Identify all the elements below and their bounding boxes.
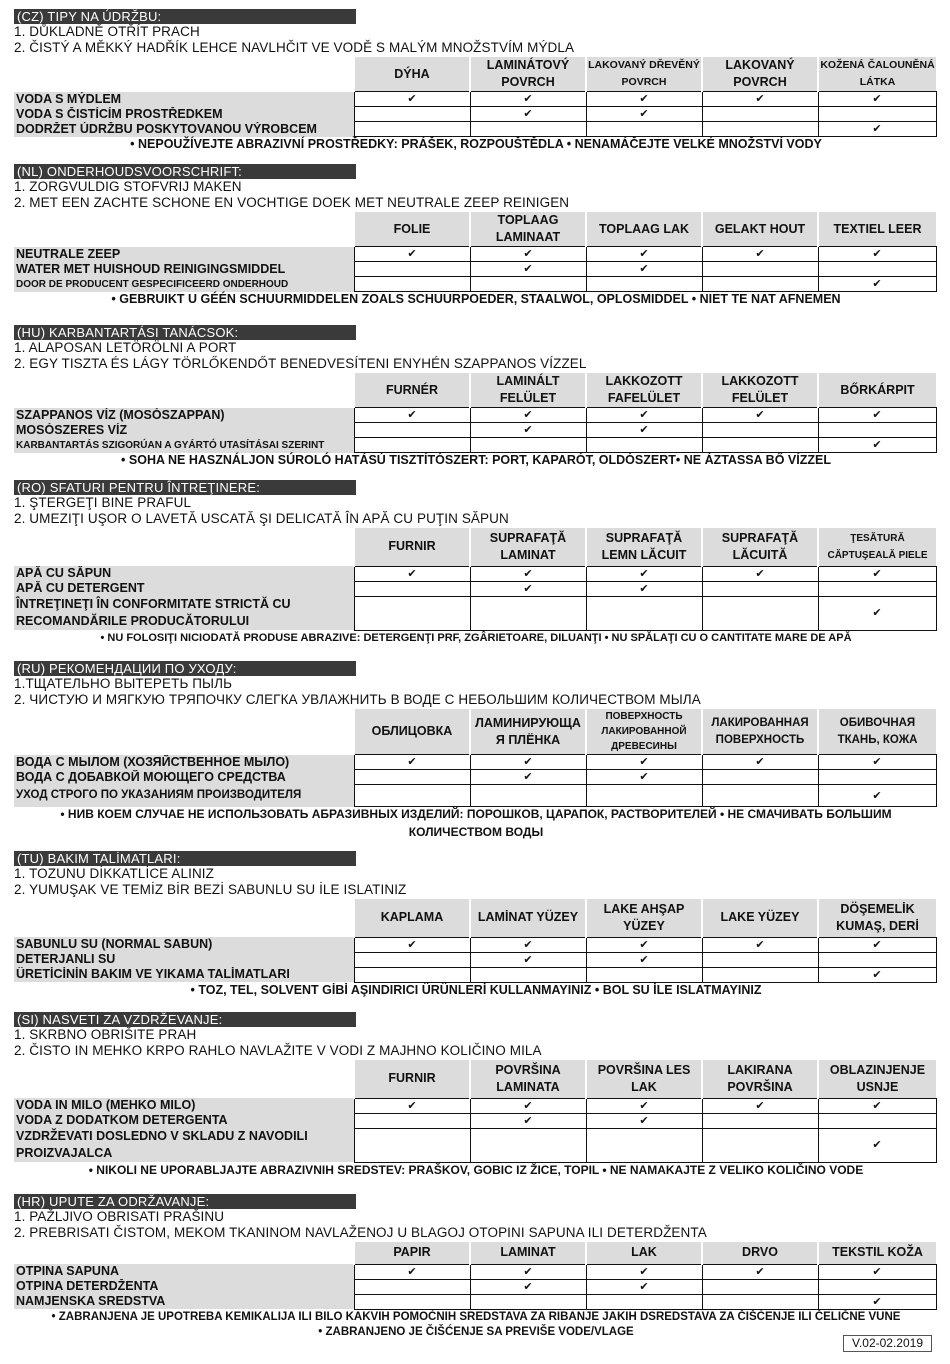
table-cell: ✔ [586,566,702,581]
column-header: PAPIR [354,1242,470,1264]
instruction-line: 2. UMEZIŢI UŞOR O LAVETĂ USCATĂ ŞI DELICATĂ ÎN APĂ CU PUŢIN SĂPUN [14,511,509,526]
table-cell [586,596,702,630]
table-cell [818,581,936,596]
column-header: ОБЛИЦОВКА [354,709,470,755]
column-header: KAPLAMA [354,899,470,937]
row-label: OTPINA SAPUNA [14,1264,354,1279]
column-header: ПОВЕРХНОСТЬ ЛАКИРОВАННОЙ ДРЕВЕСИНЫ [586,709,702,755]
column-header: POVRŠINA LAMINATA [470,1060,586,1098]
table-cell: ✔ [470,770,586,785]
column-header: ОБИВОЧНАЯ ТКАНЬ, КОЖА [818,709,936,755]
section-ro [14,480,938,646]
table-cell [818,423,936,438]
column-header: LAKE AHŞAP YÜZEY [586,899,702,937]
care-table [14,899,937,983]
table-cell [586,785,702,807]
table-cell: ✔ [586,1279,702,1294]
table-cell: ✔ [586,1264,702,1279]
table-cell [470,122,586,137]
table-cell [354,277,470,292]
table-cell [818,1279,936,1294]
instruction-line: 2. EGY TISZTA ÉS LÁGY TÖRLŐKENDŐT BENEDVESÍTENI ENYHÉN SZAPPANOS VÍZZEL [14,356,587,371]
table-cell [702,262,818,277]
row-label: VODA S MÝDLEM [14,92,354,107]
table-cell [702,107,818,122]
table-cell [818,1113,936,1128]
table-cell: ✔ [818,122,936,137]
table-cell: ✔ [470,423,586,438]
column-header: TEKSTIL KOŽA [818,1242,936,1264]
table-cell [702,785,818,807]
table-cell [354,1279,470,1294]
table-cell [354,581,470,596]
table-cell: ✔ [470,262,586,277]
table-cell: ✔ [470,566,586,581]
instruction-line: 1. ALAPOSAN LETÖRÖLNI A PORT [14,340,237,355]
column-header: FURNÉR [354,373,470,408]
column-header: FOLIE [354,212,470,247]
table-cell [470,785,586,807]
table-cell: ✔ [354,92,470,107]
section-si [14,1012,938,1178]
table-cell [586,1294,702,1309]
table-cell: ✔ [818,247,936,262]
section-header: (RU) РЕКОМЕНДАЦИИ ПО УХОДУ: [14,661,356,676]
table-cell [470,277,586,292]
table-cell [354,967,470,982]
table-cell: ✔ [586,952,702,967]
section-header: (TU) BAKIM TALİMATLARI: [14,851,356,866]
column-header: LAKKOZOTT FELÜLET [702,373,818,408]
column-header: FURNIR [354,528,470,566]
table-cell [702,952,818,967]
column-header: FURNIR [354,1060,470,1098]
table-cell [354,122,470,137]
table-cell [354,1294,470,1309]
instruction-line: 2. ЧИСТУЮ И МЯГКУЮ ТРЯПОЧКУ СЛЕГКА УВЛАЖНИТЬ В ВОДЕ С НЕБОЛЬШИМ КОЛИЧЕСТВОМ МЫЛА [14,692,701,707]
column-header: DRVO [702,1242,818,1264]
table-cell: ✔ [470,581,586,596]
warning-note: • SOHA NE HASZNÁLJON SÚROLÓ HATÁSÚ TISZTÍTÓSZERT: PORT, KAPARÓT, OLDÓSZERT• NE ÁZTASSA BŐ VÍZZEL [121,453,831,467]
table-cell: ✔ [586,107,702,122]
warning-note: • ZABRANJENA JE UPOTREBA KEMIKALIJA ILI BILO KAKVIH POMOĆNIH SREDSTAVA ZA RIBANJE JAKIH DSREDSTAVA ZA ČIŠĆENJE ILI ČELIČNE VUNE [51,1310,901,1323]
table-cell: ✔ [586,1098,702,1113]
row-label: VODA S ČISTÍCÍM PROSTŘEDKEM [14,107,354,122]
table-cell: ✔ [818,92,936,107]
table-cell [354,438,470,453]
row-label: OTPINA DETERDŽENTA [14,1279,354,1294]
table-cell [354,262,470,277]
table-cell: ✔ [818,1294,936,1309]
table-cell [586,967,702,982]
table-cell: ✔ [354,937,470,952]
care-table [14,373,937,453]
column-header: KOŽENÁ ČALOUNĚNÁ LÁTKA [818,57,936,92]
column-header: SUPRAFAŢĂ LEMN LĂCUIT [586,528,702,566]
table-cell: ✔ [586,408,702,423]
table-cell [702,967,818,982]
table-cell: ✔ [818,408,936,423]
table-cell [354,596,470,630]
table-cell [702,581,818,596]
column-header: SUPRAFAŢĂ LAMINAT [470,528,586,566]
warning-note: • НИВ КОЕМ СЛУЧАЕ НЕ ИСПОЛЬЗОВАТЬ АБРАЗИВНЫХ ИЗДЕЛИЙ: ПОРОШКОВ, ЦАРАПОК, РАСТВОРИТЕЛЕЙ • НЕ СМАЧИВАТЬ БОЛЬШИМ [60,807,892,821]
column-header: BŐRKÁRPIT [818,373,936,408]
column-header: OBLAZINJENJE USNJE [818,1060,936,1098]
row-label: VODA IN MILO (MEHKO MILO) [14,1098,354,1113]
table-cell [818,952,936,967]
column-header: ЛАМИНИРУЮЩА Я ПЛЁНКА [470,709,586,755]
row-label: NAMJENSKA SREDSTVA [14,1294,354,1309]
column-header: LAKOVANÝ DŘEVĚNÝ POVRCH [586,57,702,92]
table-cell [702,277,818,292]
column-header: LAKKOZOTT FAFELÜLET [586,373,702,408]
row-label: УХОД СТРОГО ПО УКАЗАНИЯМ ПРОИЗВОДИТЕЛЯ [14,785,354,807]
warning-note: • TOZ, TEL, SOLVENT GİBİ AŞINDIRICI ÜRÜNLERİ KULLANMAYINIZ • BOL SU İLE ISLATMAYINIZ [190,982,762,997]
instruction-line: 2. MET EEN ZACHTE SCHONE EN VOCHTIGE DOEK MET NEUTRALE ZEEP REINIGEN [14,195,570,210]
table-cell [586,277,702,292]
table-cell [818,107,936,122]
column-header: ŢESĂTURĂ CĂPTUŞEALĂ PIELE [818,528,936,566]
warning-note: • GEBRUIKT U GÉÉN SCHUURMIDDELEN ZOALS SCHUURPOEDER, STAALWOL, OPLOSMIDDEL • NIET TE NAT AFNEMEN [111,292,841,306]
row-label: VZDRŽEVATI DOSLEDNO V SKLADU Z NAVODILI PROIZVAJALCA [14,1128,354,1162]
section-header: (NL) ONDERHOUDSVOORSCHRIFT: [14,164,356,179]
care-table [14,1060,937,1163]
column-header: LAKIRANA POVRŠINA [702,1060,818,1098]
column-header: LAMINÁLT FELÜLET [470,373,586,408]
row-label: VODA Z DODATKOM DETERGENTA [14,1113,354,1128]
row-label: NEUTRALE ZEEP [14,247,354,262]
table-cell: ✔ [470,247,586,262]
table-cell: ✔ [586,1113,702,1128]
warning-note: КОЛИЧЕСТВОМ ВОДЫ [408,825,544,839]
care-table [14,709,937,807]
table-cell [586,438,702,453]
warning-note: • NU FOLOSIŢI NICIODATĂ PRODUSE ABRAZIVE: DETERGENŢI PRF, ZGÂRIETOARE, DILUANŢI • NU SPĂLAŢI CU O CANTITATE MARE DE APĂ [100,631,852,644]
row-label: ÜRETİCİNİN BAKIM VE YIKAMA TALİMATLARI [14,967,354,982]
section-hr [14,1194,938,1340]
table-cell: ✔ [470,92,586,107]
table-cell: ✔ [586,770,702,785]
row-label: ВОДА С МЫЛОМ (ХОЗЯЙСТВЕННОЕ МЫЛО) [14,755,354,770]
table-cell: ✔ [818,967,936,982]
section-header: (HU) KARBANTARTÁSI TANÁCSOK: [14,325,356,340]
table-cell [702,438,818,453]
table-cell: ✔ [702,1264,818,1279]
row-label: ÎNTREŢINEŢI ÎN CONFORMITATE STRICTĂ CU RECOMANDĂRILE PRODUCĂTORULUI [14,596,354,630]
column-header: ЛАКИРОВАННАЯ ПОВЕРХНОСТЬ [702,709,818,755]
table-cell: ✔ [354,755,470,770]
table-cell [470,1128,586,1162]
table-cell: ✔ [702,1098,818,1113]
instruction-line: 1. ŞTERGEŢI BINE PRAFUL [14,495,192,510]
table-cell [818,262,936,277]
section-hu [14,325,938,468]
row-label: SZAPPANOS VÍZ (MOSÓSZAPPAN) [14,408,354,423]
table-cell [702,1279,818,1294]
table-cell [354,1113,470,1128]
column-header: TEXTIEL LEER [818,212,936,247]
table-cell [354,107,470,122]
column-header: TOPLAAG LAK [586,212,702,247]
section-header: (RO) SFATURI PENTRU ÎNTREŢINERE: [14,480,356,495]
column-header: GELAKT HOUT [702,212,818,247]
table-cell: ✔ [354,1098,470,1113]
row-label: WATER MET HUISHOUD REINIGINGSMIDDEL [14,262,354,277]
table-cell: ✔ [470,107,586,122]
table-cell: ✔ [354,408,470,423]
table-cell [470,1294,586,1309]
table-cell [354,423,470,438]
instruction-line: 2. ČISTÝ A MĚKKÝ HADŘÍK LEHCE NAVLHČIT VE VODĚ S MALÝM MNOŽSTVÍM MÝDLA [14,40,575,55]
table-cell: ✔ [586,423,702,438]
section-ru [14,661,938,840]
column-header: TOPLAAG LAMINAAT [470,212,586,247]
table-cell: ✔ [818,937,936,952]
table-cell: ✔ [470,1264,586,1279]
instruction-line: 1. ZORGVULDIG STOFVRIJ MAKEN [14,179,242,194]
table-cell: ✔ [470,952,586,967]
care-table [14,57,937,137]
table-cell: ✔ [818,755,936,770]
table-cell [354,770,470,785]
table-cell [354,952,470,967]
care-table [14,1242,937,1310]
table-cell: ✔ [702,755,818,770]
table-cell: ✔ [702,566,818,581]
care-table [14,528,937,631]
table-cell: ✔ [470,1113,586,1128]
warning-note: • ZABRANJENO JE ČIŠĆENJE SA PREVIŠE VODE/VLAGE [318,1325,634,1338]
column-header: LAMİNAT YÜZEY [470,899,586,937]
table-cell: ✔ [818,1128,936,1162]
table-cell [354,785,470,807]
row-label: MOSÓSZERES VÍZ [14,423,354,438]
column-header: LAMINAT [470,1242,586,1264]
table-cell [702,1128,818,1162]
table-cell: ✔ [702,937,818,952]
table-cell: ✔ [470,1279,586,1294]
table-cell [702,423,818,438]
table-cell: ✔ [702,92,818,107]
table-cell: ✔ [470,937,586,952]
section-tu [14,851,938,998]
row-label: DODRŽET ÚDRŽBU POSKYTOVANOU VÝROBCEM [14,122,354,137]
table-cell: ✔ [702,408,818,423]
table-cell: ✔ [586,262,702,277]
row-label: DETERJANLI SU [14,952,354,967]
row-label: SABUNLU SU (NORMAL SABUN) [14,937,354,952]
instruction-line: 2. PREBRISATI ČISTOM, MEKOM TKANINOM NAVLAŽENOJ U BLAGOJ OTOPINI SAPUNA ILI DETERDŽENTA [14,1225,707,1240]
warning-note: • NIKOLI NE UPORABLJAJTE ABRAZIVNIH SREDSTEV: PRAŠKOV, GOBIC IZ ŽICE, TOPIL • NE NAMAKAJTE Z VELIKO KOLIČINO VODE [88,1162,864,1177]
table-cell: ✔ [586,92,702,107]
column-header: LAMINÁTOVÝ POVRCH [470,57,586,92]
table-cell: ✔ [354,247,470,262]
row-label: APĂ CU DETERGENT [14,581,354,596]
instruction-line: 1. TOZUNU DİKKATLİCE ALINIZ [14,866,214,881]
instruction-line: 2. YUMUŞAK VE TEMİZ BİR BEZİ SABUNLU SU İLE ISLATINIZ [14,882,407,897]
instruction-line: 1.ТЩАТЕЛЬНО ВЫТЕРЕТЬ ПЫЛЬ [14,676,233,691]
table-cell: ✔ [702,247,818,262]
instruction-line: 1. DŮKLADNĚ OTŘÍT PRACH [14,24,200,39]
row-label: KARBANTARTÁS SZIGORÚAN A GYÁRTÓ UTASÍTÁSAI SZERINT [14,438,354,453]
table-cell: ✔ [354,566,470,581]
care-table [14,212,937,292]
table-cell: ✔ [818,596,936,630]
table-cell [354,1128,470,1162]
column-header: LAKE YÜZEY [702,899,818,937]
table-cell [702,596,818,630]
table-cell [702,1113,818,1128]
instruction-line: 1. SKRBNO OBRIŠITE PRAH [14,1027,197,1042]
row-label: APĂ CU SĂPUN [14,566,354,581]
instruction-line: 2. ČISTO IN MEHKO KRPO RAHLO NAVLAŽITE V VODI Z MAJHNO KOLIČINO MILA [14,1043,542,1058]
table-cell [702,122,818,137]
row-label: DOOR DE PRODUCENT GESPECIFICEERD ONDERHOUD [14,277,354,292]
version-label: V.02-02.2019 [843,1335,932,1352]
table-cell [702,1294,818,1309]
column-header: LAKOVANÝ POVRCH [702,57,818,92]
table-cell [586,122,702,137]
table-cell: ✔ [586,247,702,262]
table-cell: ✔ [470,755,586,770]
table-cell: ✔ [586,937,702,952]
table-cell: ✔ [818,566,936,581]
table-cell: ✔ [818,1098,936,1113]
section-cz [14,9,938,152]
column-header: SUPRAFAŢĂ LĂCUITĂ [702,528,818,566]
table-cell: ✔ [818,277,936,292]
row-label: ВОДА С ДОБАВКОЙ МОЮЩЕГО СРЕДСТВА [14,770,354,785]
column-header: POVRŠINA LES LAK [586,1060,702,1098]
table-cell [470,967,586,982]
table-cell [470,438,586,453]
instruction-line: 1. PAŽLJIVO OBRISATI PRAŠINU [14,1209,225,1224]
column-header: DÝHA [354,57,470,92]
column-header: LAK [586,1242,702,1264]
table-cell: ✔ [354,1264,470,1279]
table-cell: ✔ [818,438,936,453]
table-cell [586,1128,702,1162]
table-cell: ✔ [586,581,702,596]
table-cell: ✔ [818,785,936,807]
section-header: (CZ) TIPY NA ÚDRŽBU: [14,9,356,24]
table-cell [818,770,936,785]
table-cell: ✔ [470,408,586,423]
section-nl [14,164,938,307]
table-cell [702,770,818,785]
table-cell: ✔ [818,1264,936,1279]
column-header: DÖŞEMELİK KUMAŞ, DERİ [818,899,936,937]
table-cell: ✔ [470,1098,586,1113]
table-cell [470,596,586,630]
table-cell: ✔ [586,755,702,770]
warning-note: • NEPOUŽÍVEJTE ABRAZIVNÍ PROSTŘEDKY: PRÁŠEK, ROZPOUŠTĚDLA • NENAMÁČEJTE VELKÉ MNOŽSTVÍ VODY [130,137,822,151]
section-header: (SI) NASVETI ZA VZDRŽEVANJE: [14,1012,356,1027]
section-header: (HR) UPUTE ZA ODRŽAVANJE: [14,1194,356,1209]
